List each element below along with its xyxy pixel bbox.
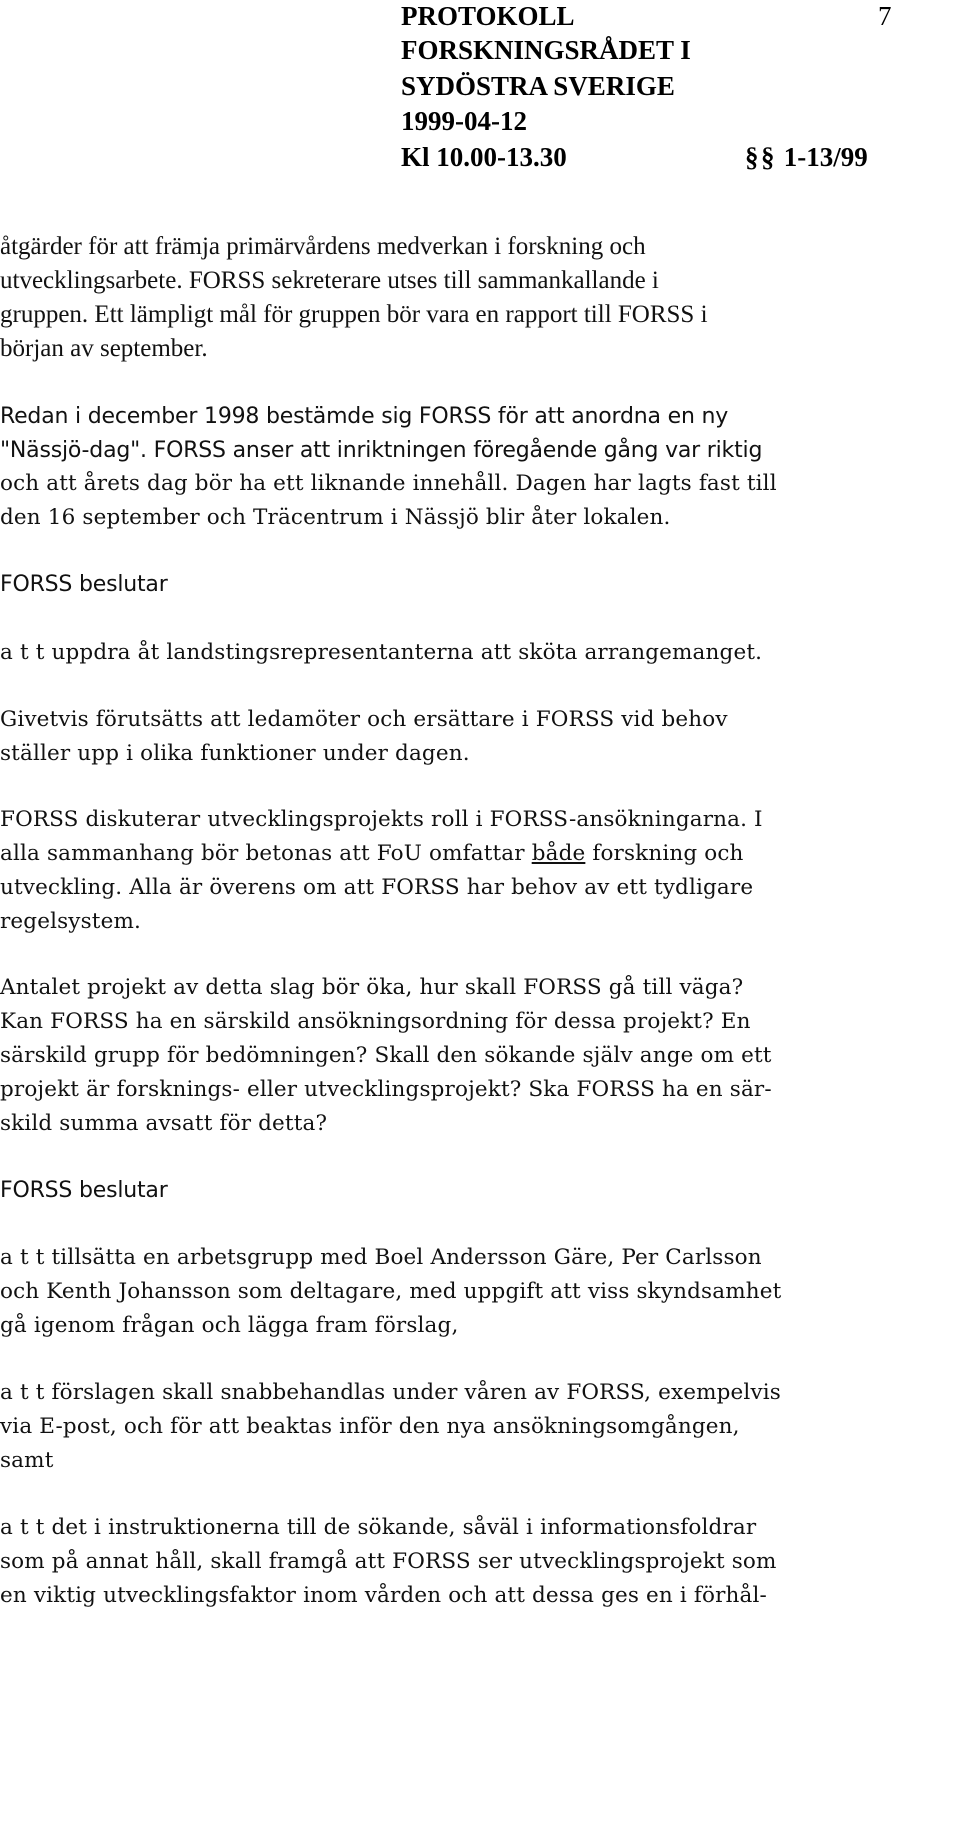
header-date: 1999-04-12 [401,106,527,136]
decision-heading-2: FORSS beslutar [0,1178,168,1203]
paragraph-1-line-1: åtgärder för att främja primärvårdens medverkan i forskning och [0,233,646,260]
paragraph-2-line-2: "Nässjö-dag". FORSS anser att inriktningen föregående gång var riktig [0,438,763,463]
paragraph-1-line-4: början av september. [0,335,208,362]
paragraph-4-text-after: forskning och [585,841,744,866]
emphasis-underlined: både [531,841,586,866]
paragraph-5-line-5: skild summa avsatt för detta? [0,1111,328,1136]
header-organization-line2: SYDÖSTRA SVERIGE [401,71,675,101]
section-reference [745,139,868,175]
decision-2-att-1-line-2: och Kenth Johansson som deltagare, med uppgift att viss skyndsamhet [0,1279,782,1304]
decision-2-att-3-line-2: som på annat håll, skall framgå att FORSS ser utvecklingsprojekt som [0,1549,777,1574]
paragraph-2-line-4: den 16 september och Träcentrum i Nässjö blir åter lokalen. [0,505,671,530]
decision-2-att-1-line-3: gå igenom frågan och lägga fram förslag, [0,1313,459,1338]
section-symbol: § [745,142,759,172]
paragraph-5-line-2: Kan FORSS ha en särskild ansökningsordning för dessa projekt? En [0,1009,751,1034]
header-time: Kl 10.00-13.30 [401,142,567,172]
decision-2-att-3-line-3: en viktig utvecklingsfaktor inom vården och att dessa ges en i förhål- [0,1583,767,1608]
page-number: 7 [878,1,892,31]
decision-2-att-2-line-3: samt [0,1448,54,1473]
decision-2-att-2-line-1: a t t förslagen skall snabbehandlas under våren av FORSS, exempelvis [0,1380,781,1405]
paragraph-5-line-1: Antalet projekt av detta slag bör öka, hur skall FORSS gå till väga? [0,975,744,1000]
paragraph-3-line-1: Givetvis förutsätts att ledamöter och ersättare i FORSS vid behov [0,707,728,732]
decision-1-att: a t t uppdra åt landstingsrepresentanterna att sköta arrangemanget. [0,640,763,665]
paragraph-1-line-2: utvecklingsarbete. FORSS sekreterare utses till sammankallande i [0,267,659,294]
paragraph-4-line-2 [0,837,744,871]
section-symbol-2: § [761,142,775,172]
paragraph-2-line-1: Redan i december 1998 bestämde sig FORSS för att anordna en ny [0,404,729,429]
decision-heading-1: FORSS beslutar [0,572,168,597]
paragraph-4-text-before: alla sammanhang bör betonas att FoU omfattar [0,841,532,866]
section-number: 1-13/99 [783,142,868,172]
header-organization-line1: FORSKNINGSRÅDET I [401,35,691,65]
paragraph-4-line-4: regelsystem. [0,909,141,934]
header-title: PROTOKOLL [401,1,575,31]
paragraph-1-line-3: gruppen. Ett lämpligt mål för gruppen bör vara en rapport till FORSS i [0,301,708,328]
decision-2-att-3-line-1: a t t det i instruktionerna till de sökande, såväl i informationsfoldrar [0,1515,757,1540]
decision-2-att-1-line-1: a t t tillsätta en arbetsgrupp med Boel Andersson Gäre, Per Carlsson [0,1245,762,1270]
decision-2-att-2-line-2: via E-post, och för att beaktas inför den nya ansökningsomgången, [0,1414,740,1439]
paragraph-5-line-4: projekt är forsknings- eller utvecklingsprojekt? Ska FORSS ha en sär- [0,1077,772,1102]
paragraph-2-line-3: och att årets dag bör ha ett liknande innehåll. Dagen har lagts fast till [0,471,777,496]
paragraph-3-line-2: ställer upp i olika funktioner under dagen. [0,741,470,766]
paragraph-5-line-3: särskild grupp för bedömningen? Skall den sökande själv ange om ett [0,1043,772,1068]
paragraph-4-line-1: FORSS diskuterar utvecklingsprojekts roll i FORSS-ansökningarna. I [0,807,763,832]
paragraph-4-line-3: utveckling. Alla är överens om att FORSS har behov av ett tydligare [0,875,754,900]
